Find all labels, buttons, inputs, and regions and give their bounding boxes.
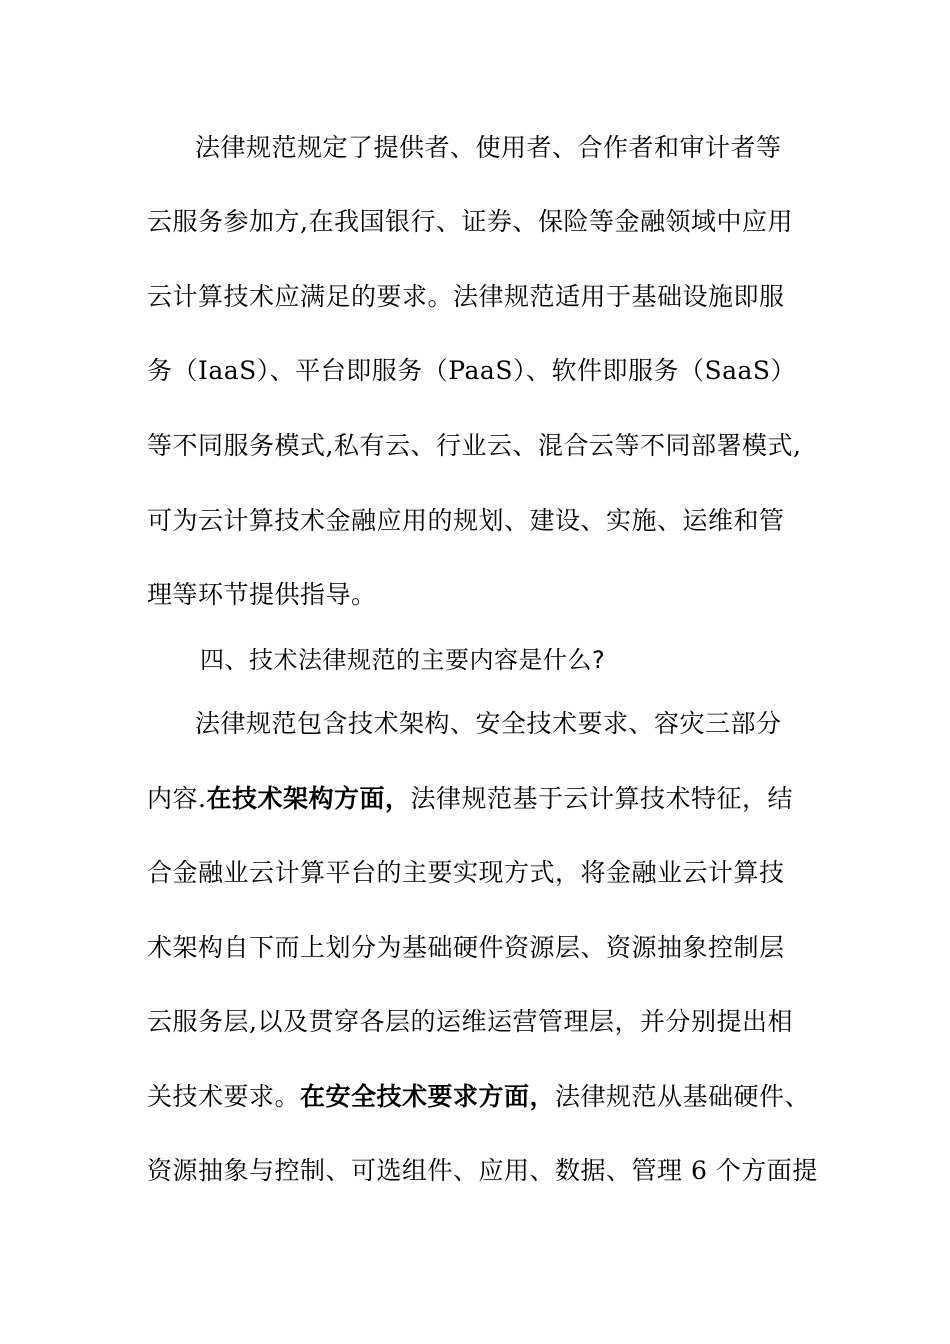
paragraph1-line-4: 务（IaaS）、平台即服务（PaaS）、软件即服务（SaaS） xyxy=(147,356,797,385)
paragraph1-line-1: 法律规范规定了提供者、使用者、合作者和审计者等 xyxy=(195,133,782,162)
paragraph1-line-3: 云计算技术应满足的要求。法律规范适用于基础设施即服 xyxy=(147,282,785,311)
emphasis-security-requirements: 在安全技术要求方面， xyxy=(300,1082,556,1111)
paragraph2-line-6-prefix: 关技术要求。 xyxy=(147,1082,301,1111)
paragraph2-line-7: 资源抽象与控制、可选组件、应用、数据、管理 6 个方面提 xyxy=(147,1156,818,1185)
paragraph2-line-6 xyxy=(147,1082,827,1112)
emphasis-technical-architecture: 在技术架构方面， xyxy=(206,784,411,813)
paragraph2-line-6-suffix: 法律规范从基础硬件、 xyxy=(555,1082,811,1111)
paragraph2-line-5: 云服务层,以及贯穿各层的运维运营管理层，并分别提出相 xyxy=(147,1007,793,1036)
paragraph1-line-5: 等不同服务模式,私有云、行业云、混合云等不同部署模式, xyxy=(147,431,802,460)
paragraph1-line-2: 云服务参加方,在我国银行、证券、保险等金融领域中应用 xyxy=(147,207,793,236)
paragraph2-line-2 xyxy=(147,784,827,814)
paragraph1-line-7: 理等环节提供指导。 xyxy=(147,580,377,609)
paragraph2-line-1: 法律规范包含技术架构、安全技术要求、容灾三部分 xyxy=(195,709,782,738)
section-heading: 四、技术法律规范的主要内容是什么? xyxy=(200,646,606,674)
paragraph2-line-2-prefix: 内容. xyxy=(147,784,207,813)
paragraph2-line-2-suffix: 法律规范基于云计算技术特征，结 xyxy=(410,784,793,813)
paragraph2-line-3: 合金融业云计算平台的主要实现方式，将金融业云计算技 xyxy=(147,858,785,887)
paragraph1-line-6: 可为云计算技术金融应用的规划、建设、实施、运维和管 xyxy=(147,506,785,535)
paragraph2-line-4: 术架构自下而上划分为基础硬件资源层、资源抽象控制层 xyxy=(147,933,785,962)
